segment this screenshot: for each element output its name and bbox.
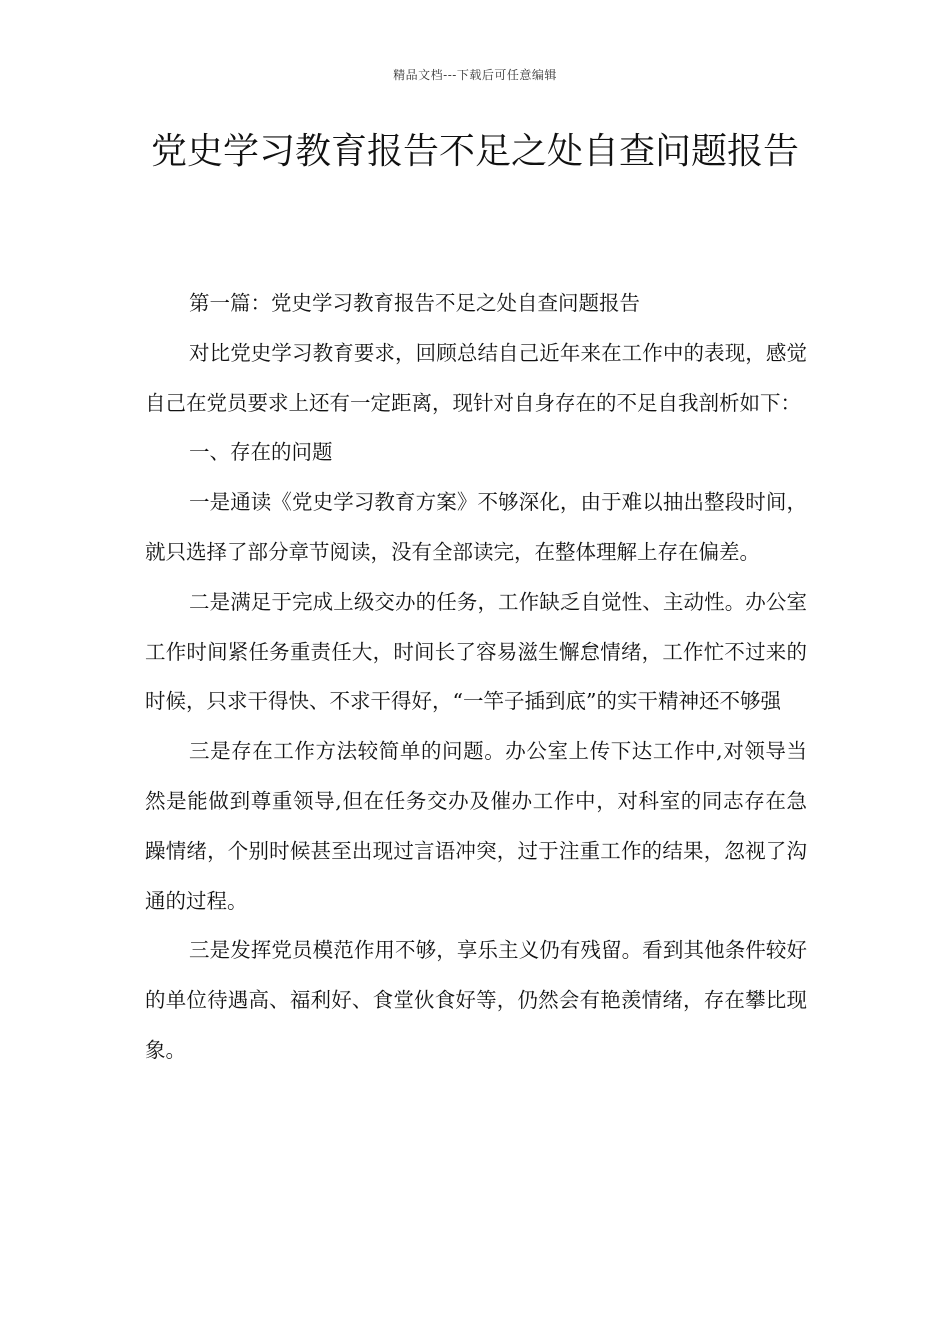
body-paragraph: 二是满足于完成上级交办的任务，工作缺乏自觉性、主动性。办公室工作时间紧任务重责任大，时间长了容易滋生懈怠情绪，工作忙不过来的时候，只求干得快、不求干得好，“一竿子插到底”的实干精神还不够强 [145,589,807,714]
subsection-heading: 一、存在的问题 [189,440,333,465]
section-heading: 第一篇：党史学习教育报告不足之处自查问题报告 [189,291,640,315]
intro-paragraph: 对比党史学习教育要求，回顾总结自己近年来在工作中的表现，感觉自己在党员要求上还有一定距离，现针对自身存在的不足自我剖析如下： [145,340,807,415]
header-note: 精品文档---下载后可任意编辑 [393,68,557,82]
document-body [145,279,807,1076]
body-paragraph: 一是通读《党史学习教育方案》不够深化，由于难以抽出整段时间，就只选择了部分章节阅读，没有全部读完，在整体理解上存在偏差。 [145,490,807,564]
body-paragraph: 三是发挥党员模范作用不够，享乐主义仍有残留。看到其他条件较好的单位待遇高、福利好、食堂伙食好等，仍然会有艳羡情绪，存在攀比现象。 [145,938,807,1062]
document-title: 党史学习教育报告不足之处自查问题报告 [150,131,799,172]
body-paragraph: 三是存在工作方法较简单的问题。办公室上传下达工作中,对领导当然是能做到尊重领导,但在任务交办及催办工作中，对科室的同志存在急躁情绪，个别时候甚至出现过言语冲突，过于注重工作的结果，忽视了沟通的过程。 [145,739,807,913]
